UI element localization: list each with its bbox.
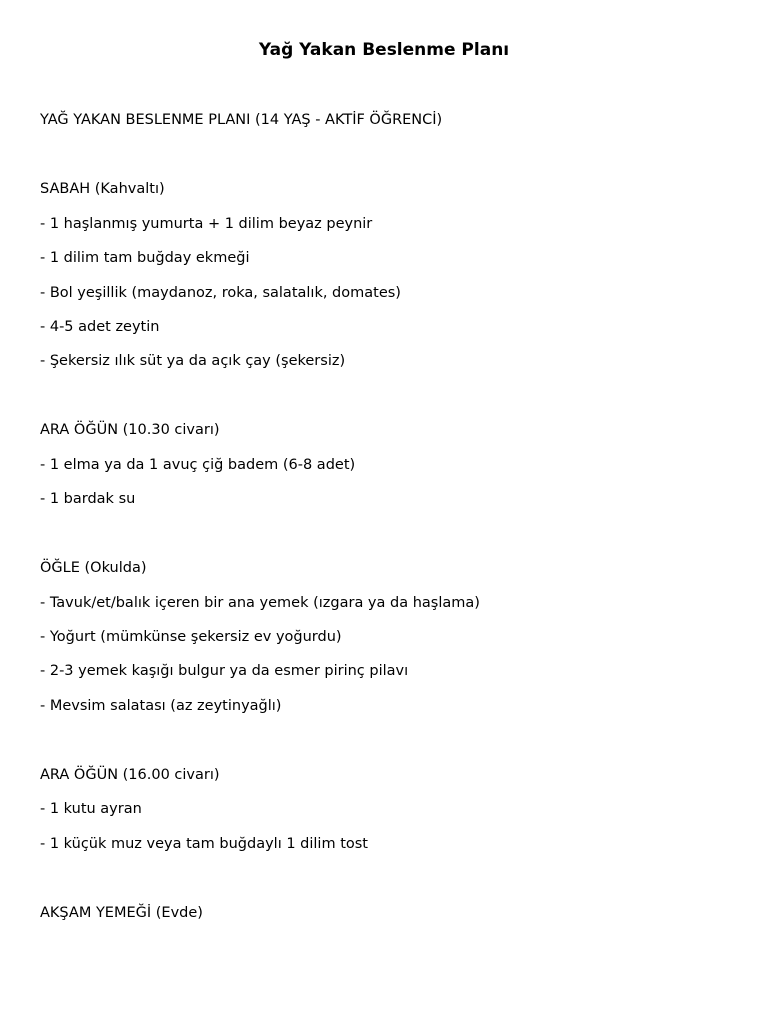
section-heading: AKŞAM YEMEĞİ (Evde) xyxy=(40,905,203,921)
section-heading: SABAH (Kahvaltı) xyxy=(40,181,165,197)
list-item: - 4-5 adet zeytin xyxy=(40,319,160,335)
section-heading: ÖĞLE (Okulda) xyxy=(40,560,147,576)
section-heading: ARA ÖĞÜN (16.00 civarı) xyxy=(40,767,220,783)
list-item: - Tavuk/et/balık içeren bir ana yemek (ızgara ya da haşlama) xyxy=(40,595,480,611)
list-item: - 2-3 yemek kaşığı bulgur ya da esmer pirinç pilavı xyxy=(40,663,409,679)
document-subtitle: YAĞ YAKAN BESLENME PLANI (14 YAŞ - AKTİF ÖĞRENCİ) xyxy=(40,112,443,128)
list-item: - 1 dilim tam buğday ekmeği xyxy=(40,250,250,266)
list-item: - 1 bardak su xyxy=(40,491,136,507)
list-item: - Bol yeşillik (maydanoz, roka, salatalık, domates) xyxy=(40,285,401,301)
list-item: - 1 küçük muz veya tam buğdaylı 1 dilim tost xyxy=(40,836,368,852)
list-item: - Şekersiz ılık süt ya da açık çay (şekersiz) xyxy=(40,353,346,369)
list-item: - Mevsim salatası (az zeytinyağlı) xyxy=(40,698,282,714)
section-heading: ARA ÖĞÜN (10.30 civarı) xyxy=(40,422,220,438)
list-item: - Yoğurt (mümkünse şekersiz ev yoğurdu) xyxy=(40,629,342,645)
list-item: - 1 elma ya da 1 avuç çiğ badem (6-8 adet) xyxy=(40,457,356,473)
list-item: - 1 kutu ayran xyxy=(40,801,142,817)
list-item: - 1 haşlanmış yumurta + 1 dilim beyaz peynir xyxy=(40,216,373,232)
document-title: Yağ Yakan Beslenme Planı xyxy=(258,40,510,60)
